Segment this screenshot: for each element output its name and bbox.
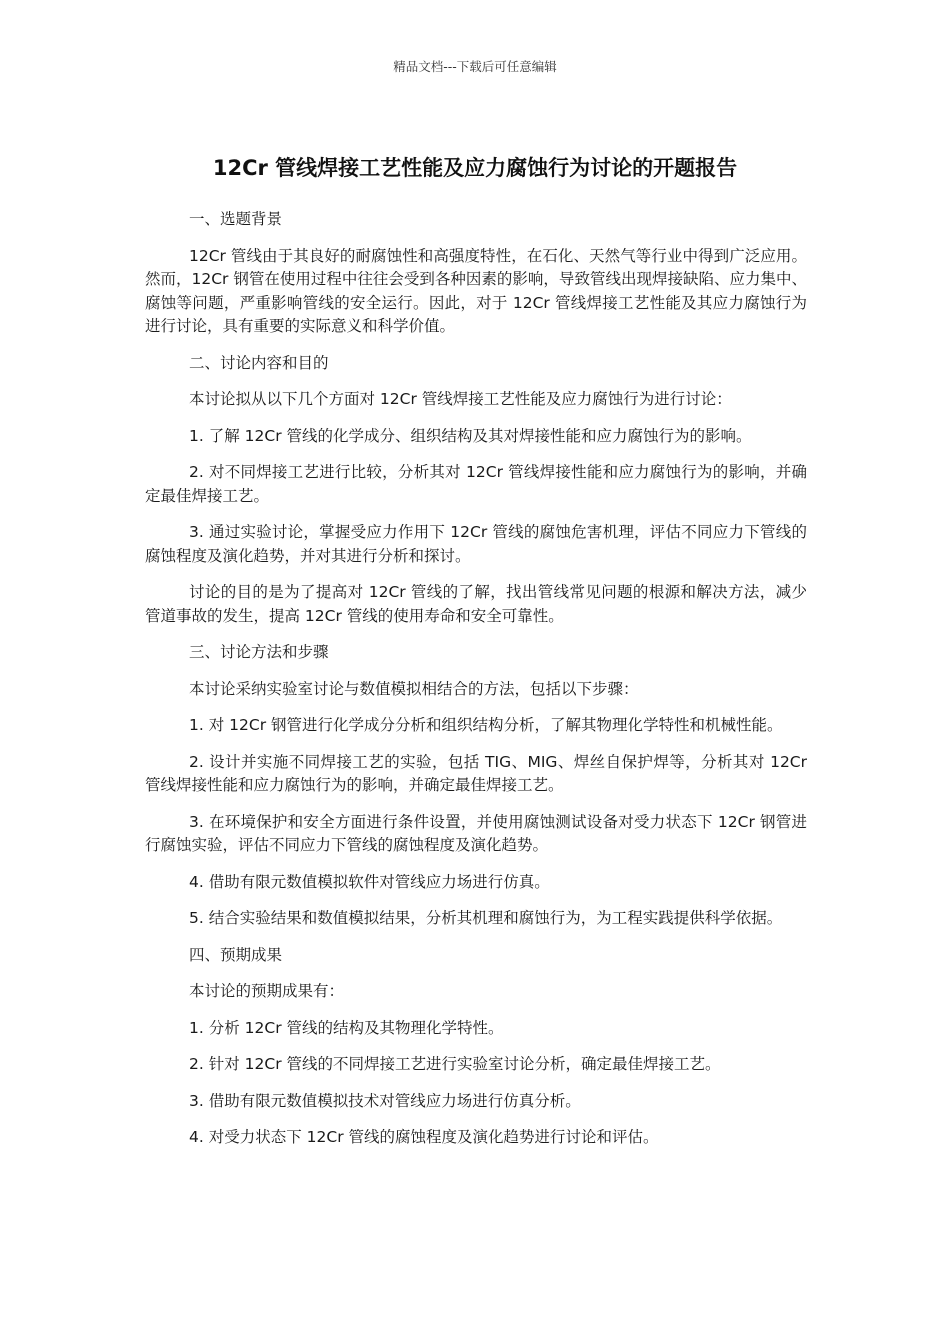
document-title: 12Cr 管线焊接工艺性能及应力腐蚀行为讨论的开题报告 [212, 156, 738, 181]
content-intro: 本讨论拟从以下几个方面对 12Cr 管线焊接工艺性能及应力腐蚀行为进行讨论： [189, 390, 732, 408]
content-item: 2. 对不同焊接工艺进行比较，分析其对 12Cr 管线焊接性能和应力腐蚀行为的影响，并确定最佳焊接工艺。 [145, 463, 807, 505]
section-heading-methods: 三、讨论方法和步骤 [189, 643, 329, 661]
method-step: 2. 设计并实施不同焊接工艺的实验，包括 TIG、MIG、焊丝自保护焊等，分析其对 12Cr 管线焊接性能和应力腐蚀行为的影响，并确定最佳焊接工艺。 [145, 752, 807, 794]
purpose-paragraph: 讨论的目的是为了提高对 12Cr 管线的了解，找出管线常见问题的根源和解决方法，减少管道事故的发生，提高 12Cr 管线的使用寿命和安全可靠性。 [145, 583, 807, 625]
outcome-item: 3. 借助有限元数值模拟技术对管线应力场进行仿真分析。 [189, 1091, 581, 1110]
content-item: 3. 通过实验讨论，掌握受应力作用下 12Cr 管线的腐蚀危害机理，评估不同应力下管线的腐蚀程度及演化趋势，并对其进行分析和探讨。 [145, 523, 807, 565]
outcome-item: 2. 针对 12Cr 管线的不同焊接工艺进行实验室讨论分析，确定最佳焊接工艺。 [189, 1055, 721, 1073]
section-heading-content: 二、讨论内容和目的 [189, 353, 329, 372]
method-step: 5. 结合实验结果和数值模拟结果，分析其机理和腐蚀行为，为工程实践提供科学依据。 [189, 909, 783, 927]
page-header: 精品文档---下载后可任意编辑 [393, 59, 557, 74]
method-step: 1. 对 12Cr 钢管进行化学成分分析和组织结构分析，了解其物理化学特性和机械性能。 [189, 716, 783, 734]
outcome-item: 1. 分析 12Cr 管线的结构及其物理化学特性。 [189, 1018, 504, 1037]
methods-intro: 本讨论采纳实验室讨论与数值模拟相结合的方法，包括以下步骤： [189, 679, 639, 698]
document-body [145, 208, 807, 1163]
outcomes-intro: 本讨论的预期成果有： [189, 982, 345, 1000]
section-heading-background: 一、选题背景 [189, 210, 283, 228]
section-heading-outcomes: 四、预期成果 [189, 945, 283, 964]
outcome-item: 4. 对受力状态下 12Cr 管线的腐蚀程度及演化趋势进行讨论和评估。 [189, 1128, 659, 1146]
method-step: 4. 借助有限元数值模拟软件对管线应力场进行仿真。 [189, 872, 550, 891]
content-item: 1. 了解 12Cr 管线的化学成分、组织结构及其对焊接性能和应力腐蚀行为的影响。 [189, 426, 752, 445]
method-step: 3. 在环境保护和安全方面进行条件设置，并使用腐蚀测试设备对受力状态下 12Cr 钢管进行腐蚀实验，评估不同应力下管线的腐蚀程度及演化趋势。 [145, 812, 807, 854]
background-paragraph: 12Cr 管线由于其良好的耐腐蚀性和高强度特性，在石化、天然气等行业中得到广泛应用。然而，12Cr 钢管在使用过程中往往会受到各种因素的影响，导致管线出现焊接缺陷、应力集中、腐蚀等问题，严重影响管线的安全运行。因此，对于 12Cr 管线焊接工艺性能及其应力腐蚀行为进行讨论，具有重要的实际意义和科学价值。 [145, 246, 807, 335]
